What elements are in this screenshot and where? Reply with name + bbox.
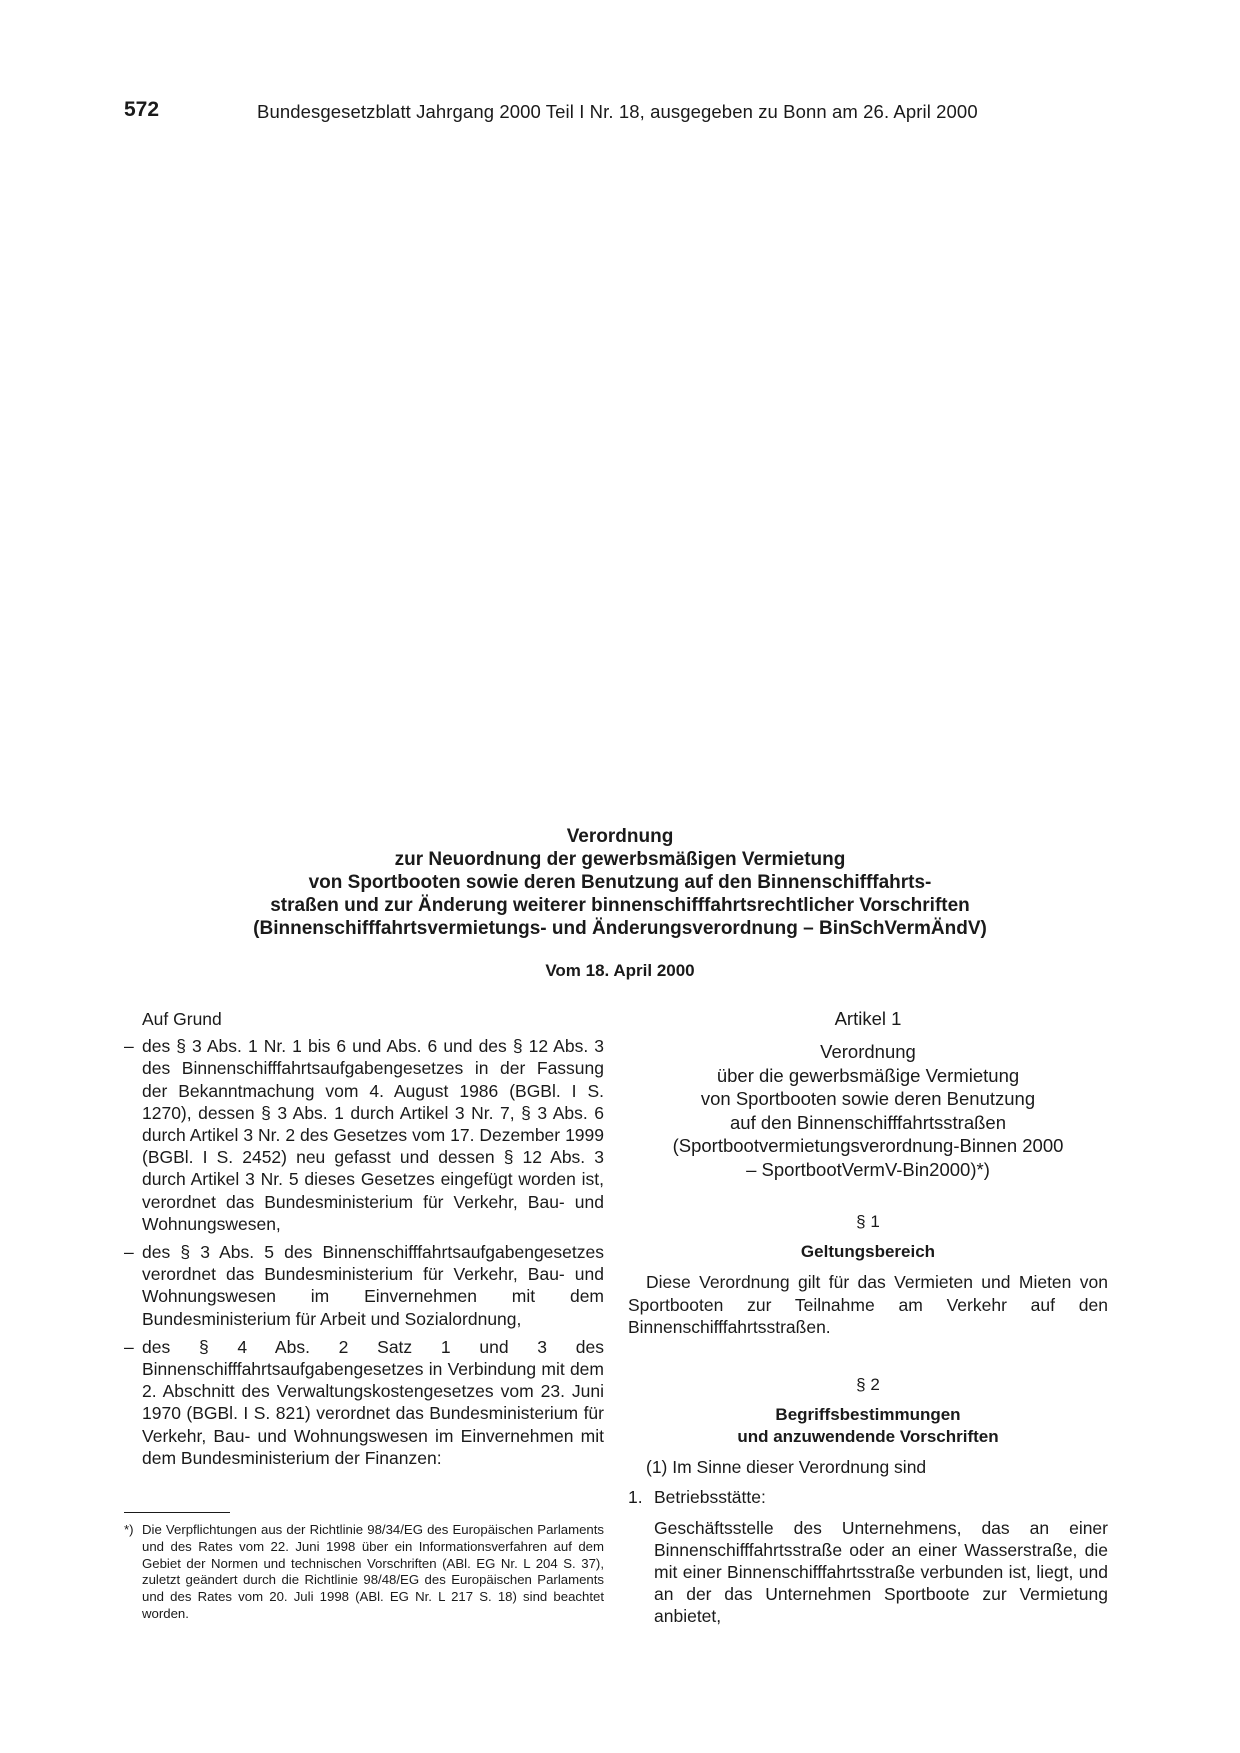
title-line: Verordnung [566,826,674,847]
numbered-item [628,1486,1108,1508]
section-text: Diese Verordnung gilt für das Vermieten und Mieten von Sportbooten zur Teilnahme am Verkehr auf den Binnenschifffahrtsstraßen. [628,1272,1108,1337]
dash-marker: – [124,1242,134,1263]
title-line: von Sportbooten sowie deren Benutzung auf den Binnenschifffahrts- [308,872,932,893]
dash-marker: – [124,1036,134,1057]
section-sign: § 2 [856,1375,880,1395]
section-heading: Geltungsbereich [800,1242,936,1262]
dash-list-item [124,1035,604,1235]
footnote-mark: *) [124,1522,134,1537]
item-text: Geschäftsstelle des Unternehmens, das an einer Binnenschifffahrtsstraße oder an einer Wasserstraße, die mit einer Binnenschifffahrtsstraße verbunden ist, liegt, und an der das Unternehmen Sportboote zur Vermietung anbietet, [654,1517,1108,1627]
footnote [124,1522,604,1623]
running-head: Bundesgesetzblatt Jahrgang 2000 Teil I Nr. 18, ausgegeben zu Bonn am 26. April 2000 [257,101,978,122]
article-title: Artikel 1 [834,1008,902,1029]
dash-list-item [124,1241,604,1330]
dash-marker: – [124,1336,134,1357]
section-paragraph: (1) Im Sinne dieser Verordnung sind [646,1457,927,1478]
left-column [124,1008,604,1475]
document-date: Vom 18. April 2000 [545,961,695,980]
article-subtitle-line: von Sportbooten sowie deren Benutzung [700,1088,1036,1110]
document-title [124,825,1116,940]
item-number: 1. [628,1487,643,1508]
title-line: (Binnenschifffahrtsvermietungs- und Änderungsverordnung – BinSchVermÄndV) [253,918,987,939]
article-subtitle-line: (Sportbootvermietungsverordnung-Binnen 2000 [672,1135,1064,1157]
dash-item-text: des § 3 Abs. 5 des Binnenschifffahrtsaufgabengesetzes verordnet das Bundesministerium für Verkehr, Bau- und Wohnungswesen im Einvernehmen mit dem Bundesministerium für Arbeit und Sozialordnung, [142,1242,604,1329]
article-subtitle-line: – SportbootVermV-Bin2000)*) [746,1158,990,1180]
title-line: straßen und zur Änderung weiterer binnenschifffahrtsrechtlicher Vorschriften [270,895,970,916]
footnote-divider [124,1512,230,1513]
right-column [628,1008,1108,1628]
page-number: 572 [124,98,160,121]
title-line: zur Neuordnung der gewerbsmäßigen Vermietung [394,849,846,870]
article-subtitle [628,1040,1108,1181]
dash-list-item [124,1336,604,1469]
dash-item-text: des § 3 Abs. 1 Nr. 1 bis 6 und Abs. 6 und des § 12 Abs. 3 des Binnenschifffahrtsaufgabengesetzes in der Fassung der Bekanntmachung vom 4. August 1986 (BGBl. I S. 1270), dessen § 3 Abs. 1 durch Artikel 3 Nr. 7, § 3 Abs. 6 durch Artikel 3 Nr. 2 des Gesetzes vom 17. Dezember 1999 (BGBl. I S. 2452) neu gefasst und dessen § 12 Abs. 3 durch Artikel 3 Nr. 5 dieses Gesetzes eingefügt worden ist, verordnet das Bundesministerium für Verkehr, Bau- und Wohnungswesen, [142,1036,604,1234]
intro-text: Auf Grund [142,1009,222,1029]
section-heading [628,1404,1108,1448]
article-subtitle-line: auf den Binnenschifffahrtsstraßen [730,1111,1006,1133]
section-sign: § 1 [856,1212,880,1232]
section-heading-line: Begriffsbestimmungen [775,1405,961,1425]
article-subtitle-line: Verordnung [820,1041,916,1063]
section-heading-line: und anzuwendende Vorschriften [737,1427,999,1447]
article-subtitle-line: über die gewerbsmäßige Vermietung [716,1064,1020,1086]
footnote-text: Die Verpflichtungen aus der Richtlinie 98/34/EG des Europäischen Parlaments und des Rates vom 22. Juni 1998 über ein Informationsverfahren auf dem Gebiet der Normen und technischen Vorschriften (ABl. EG Nr. L 204 S. 37), zuletzt geändert durch die Richtlinie 98/48/EG des Europäischen Parlaments und des Rates vom 20. Juli 1998 (ABl. EG Nr. L 217 S. 18) sind beachtet worden. [142,1522,604,1621]
item-label: Betriebsstätte: [654,1487,766,1508]
dash-item-text: des § 4 Abs. 2 Satz 1 und 3 des Binnenschifffahrtsaufgabengesetzes in Verbindung mit dem 2. Abschnitt des Verwaltungskostengesetzes vom 23. Juni 1970 (BGBl. I S. 821) verordnet das Bundesministerium für Verkehr, Bau- und Wohnungswesen im Einvernehmen mit dem Bundesministerium der Finanzen: [142,1336,604,1468]
